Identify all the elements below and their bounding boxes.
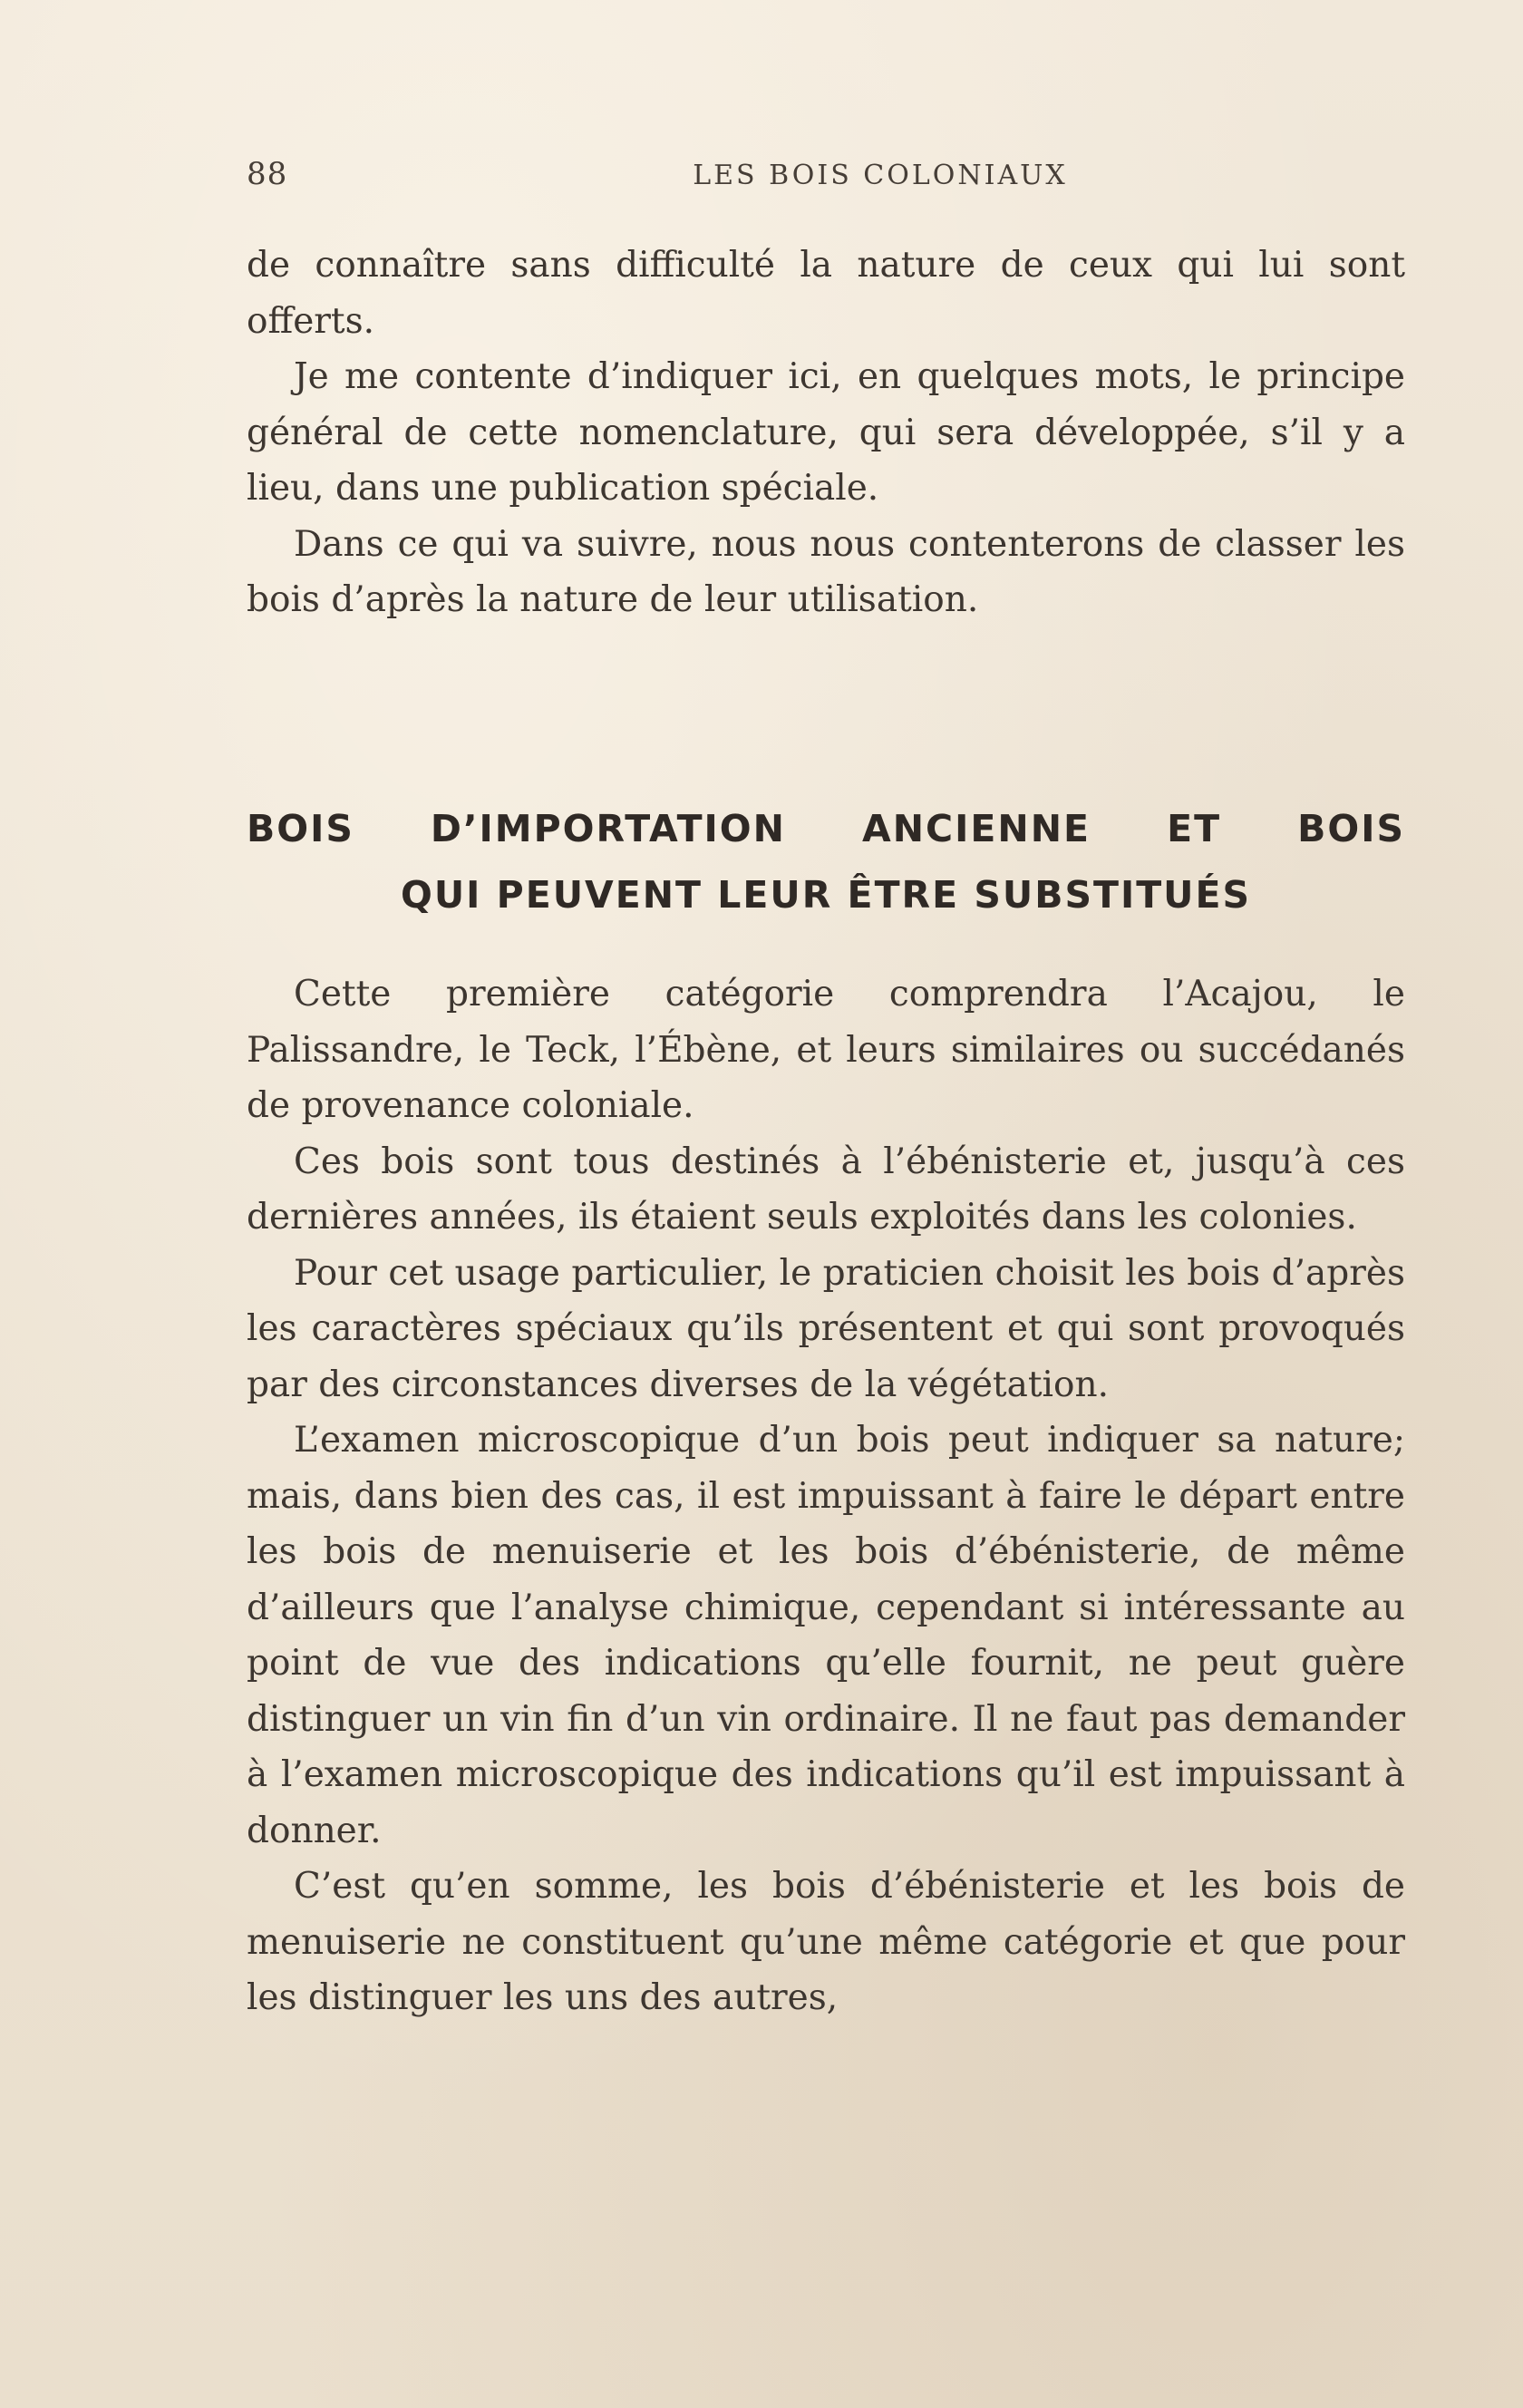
paragraph: Je me contente d’indiquer ici, en quelques mots, le principe général de cette nomenclature, qui sera développée, s’il y a lieu, dans une publication spéciale. (247, 356, 1405, 509)
section-heading-line-1: BOIS D’IMPORTATION ANCIENNE ET BOIS (247, 807, 1405, 850)
paragraph: Ces bois sont tous destinés à l’ébénisterie et, jusqu’à ces dernières années, ils étaient seuls exploités dans les colonies. (247, 1141, 1405, 1238)
paragraph-continuation: de connaître sans difficulté la nature de ceux qui lui sont offerts. (247, 245, 1405, 342)
opening-text (247, 238, 1405, 628)
page-number: 88 (247, 156, 288, 192)
paragraph: C’est qu’en somme, les bois d’ébénisterie et les bois de menuiserie ne constituent qu’une même catégorie et que pour les distinguer les uns des autres, (247, 1866, 1405, 2018)
running-head (247, 156, 1405, 196)
paragraph: L’examen microscopique d’un bois peut indiquer sa nature; mais, dans bien des cas, il est impuissant à faire le départ entre les bois de menuiserie et les bois d’ébénisterie, de même d’ailleurs que l’analyse chimique, cependant si intéressante au point de vue des indications qu’elle fournit, ne peut guère distinguer un vin fin d’un vin ordinaire. Il ne faut pas demander à l’examen microscopique des indications qu’il est impuissant à donner. (247, 1420, 1405, 1851)
section-body (247, 966, 1405, 2026)
paragraph: Dans ce qui va suivre, nous nous contenterons de classer les bois d’après la nature de leur utilisation. (247, 523, 1405, 620)
section-heading (247, 796, 1405, 928)
running-title: LES BOIS COLONIAUX (693, 160, 1068, 191)
section-heading-line-2: QUI PEUVENT LEUR ÊTRE SUBSTITUÉS (400, 873, 1252, 917)
paragraph: Cette première catégorie comprendra l’Acajou, le Palissandre, le Teck, l’Ébène, et leurs similaires ou succédanés de provenance coloniale. (247, 974, 1405, 1126)
paragraph: Pour cet usage particulier, le praticien choisit les bois d’après les caractères spéciaux qu’ils présentent et qui sont provoqués par des circonstances diverses de la végétation. (247, 1252, 1405, 1405)
